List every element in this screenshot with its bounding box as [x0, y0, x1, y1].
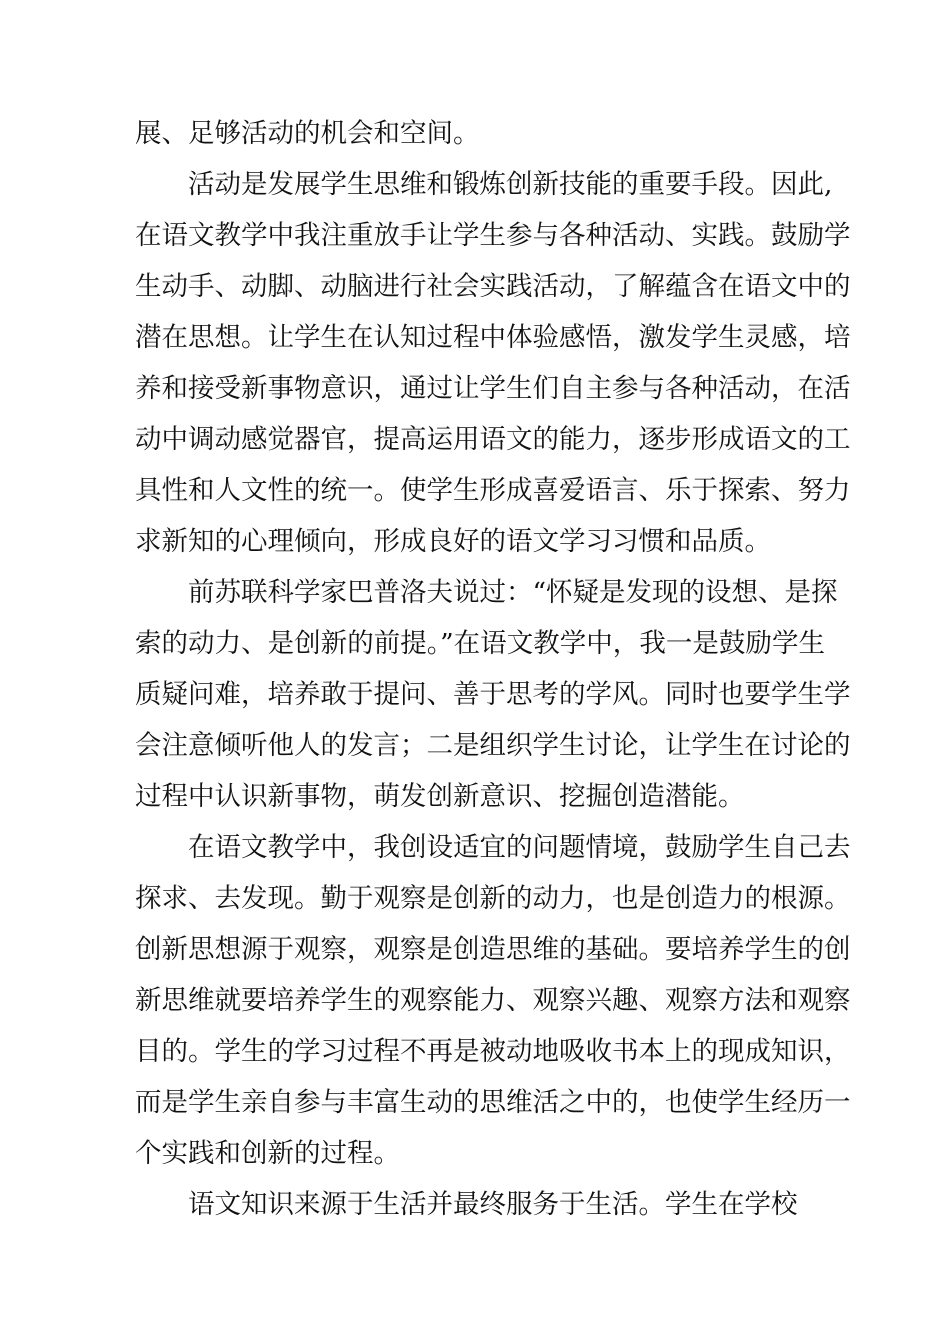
text-line: 在语文教学中，我创设适宜的问题情境，鼓励学生自己去 [188, 832, 851, 863]
document-body [135, 108, 851, 1230]
paragraph [135, 567, 851, 822]
text-line: 索的动力、是创新的前提。”在语文教学中，我一是鼓励学生 [135, 628, 825, 659]
text-line: 潜在思想。让学生在认知过程中体验感悟，激发学生灵感，培 [135, 322, 851, 353]
text-line: 生动手、动脚、动脑进行社会实践活动，了解蕴含在语文中的 [135, 271, 851, 302]
paragraph [135, 822, 851, 1179]
text-line: 展、足够活动的机会和空间。 [135, 118, 480, 149]
text-line: 个实践和创新的过程。 [135, 1138, 400, 1169]
paragraph [135, 159, 851, 567]
text-line: 创新思想源于观察，观察是创造思维的基础。要培养学生的创 [135, 934, 851, 965]
paragraph [135, 108, 825, 159]
text-line: 前苏联科学家巴普洛夫说过：“怀疑是发现的设想、是探 [188, 577, 838, 608]
paragraph [135, 1179, 825, 1230]
text-line: 活动是发展学生思维和锻炼创新技能的重要手段。因此, [188, 169, 833, 200]
text-line: 语文知识来源于生活并最终服务于生活。学生在学校 [188, 1189, 798, 1220]
text-line: 而是学生亲自参与丰富生动的思维活之中的，也使学生经历一 [135, 1087, 851, 1118]
text-line: 质疑问难，培养敢于提问、善于思考的学风。同时也要学生学 [135, 679, 851, 710]
text-line: 动中调动感觉器官，提高运用语文的能力，逐步形成语文的工 [135, 424, 851, 455]
text-line: 在语文教学中我注重放手让学生参与各种活动、实践。鼓励学 [135, 220, 851, 251]
text-line: 新思维就要培养学生的观察能力、观察兴趣、观察方法和观察 [135, 985, 851, 1016]
text-line: 求新知的心理倾向，形成良好的语文学习习惯和品质。 [135, 526, 771, 557]
text-line: 过程中认识新事物，萌发创新意识、挖掘创造潜能。 [135, 781, 745, 812]
text-line: 探求、去发现。勤于观察是创新的动力，也是创造力的根源。 [135, 883, 851, 914]
text-line: 具性和人文性的统一。使学生形成喜爱语言、乐于探索、努力 [135, 475, 851, 506]
text-line: 目的。学生的学习过程不再是被动地吸收书本上的现成知识， [135, 1036, 851, 1067]
text-line: 会注意倾听他人的发言；二是组织学生讨论，让学生在讨论的 [135, 730, 851, 761]
text-line: 养和接受新事物意识，通过让学生们自主参与各种活动，在活 [135, 373, 851, 404]
